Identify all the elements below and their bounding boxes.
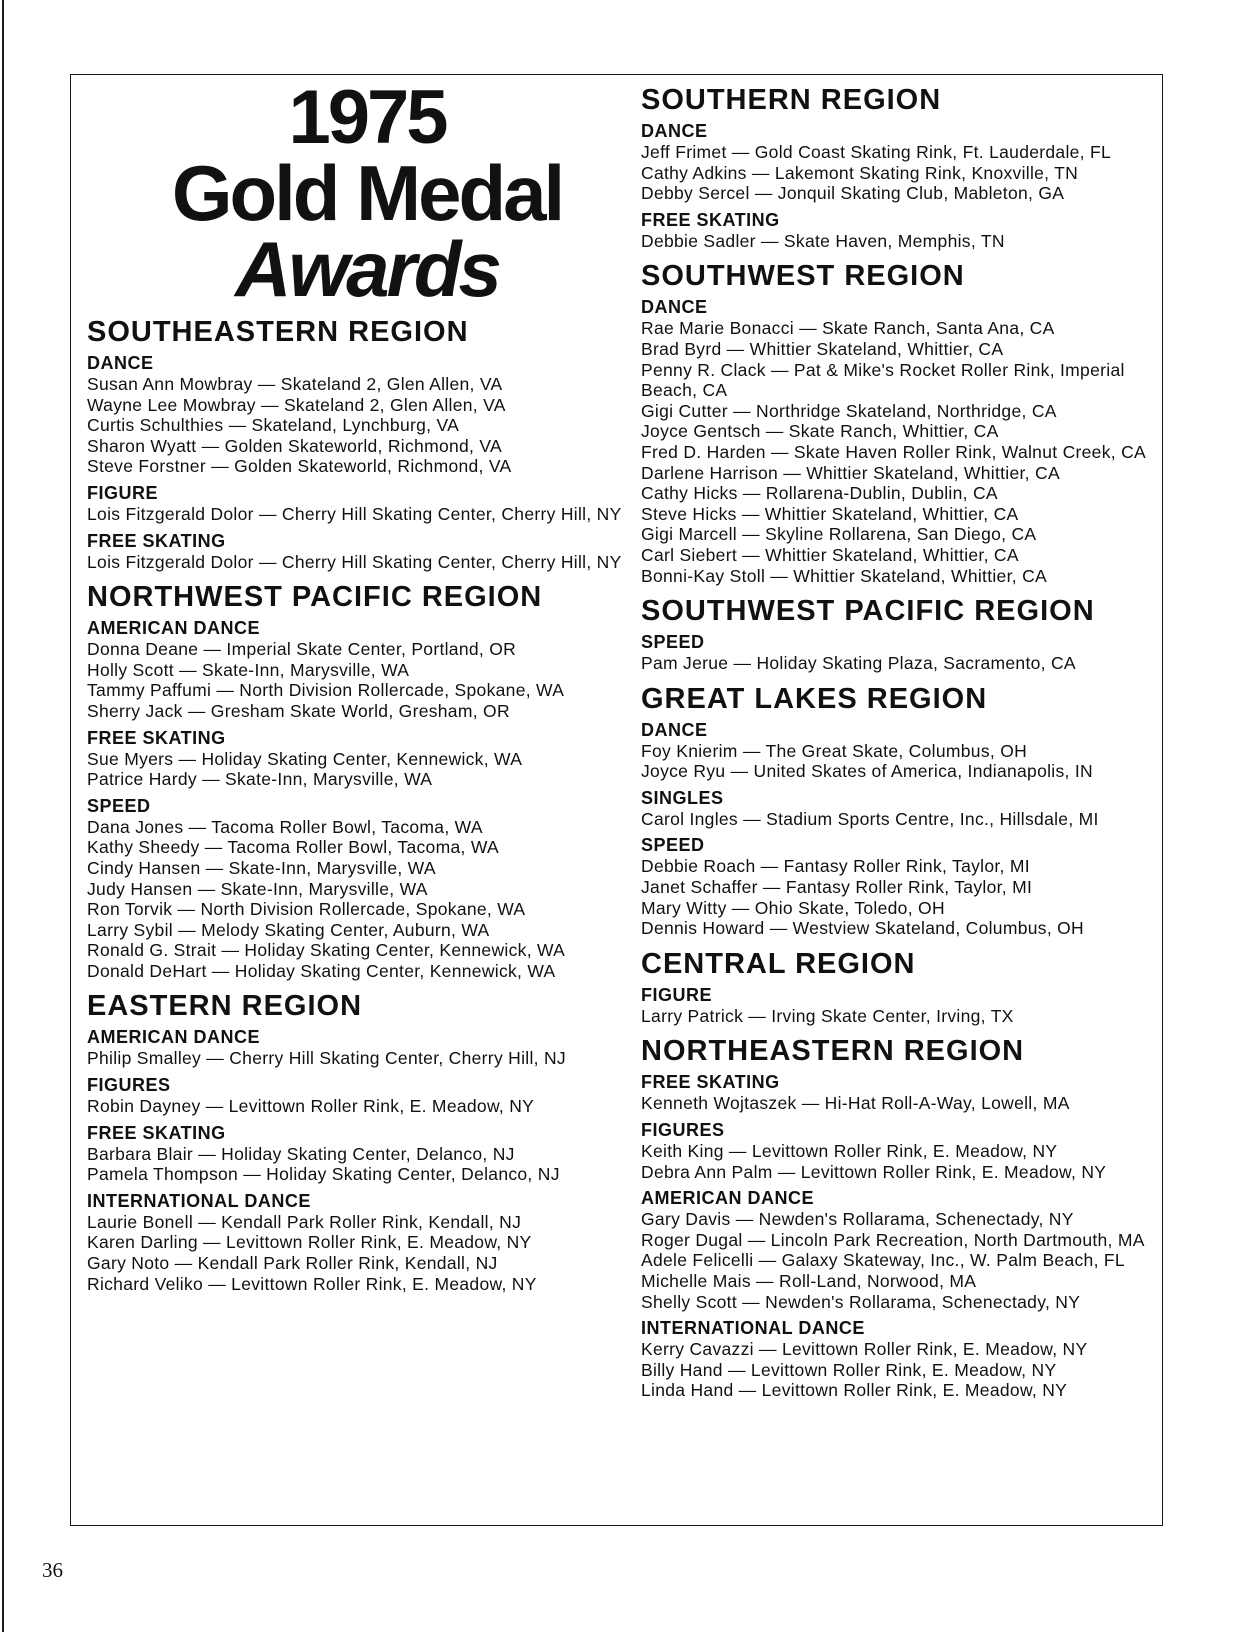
award-entry: Wayne Lee Mowbray — Skateland 2, Glen Allen, VA [87, 394, 506, 415]
category-heading: INTERNATIONAL DANCE [87, 1190, 311, 1211]
category-heading: SINGLES [641, 787, 724, 808]
category-heading: FREE SKATING [641, 209, 780, 230]
category-heading: AMERICAN DANCE [87, 618, 260, 639]
page-edge-rule [2, 0, 4, 1632]
category-section [87, 728, 647, 790]
category-heading: FIGURE [641, 984, 713, 1005]
category-heading: FREE SKATING [87, 530, 226, 551]
category-section [87, 618, 647, 721]
award-entry: Lois Fitzgerald Dolor — Cherry Hill Skating Center, Cherry Hill, NY [87, 503, 622, 524]
region-section [641, 594, 1161, 674]
category-heading: DANCE [641, 297, 708, 318]
award-entry: Shelly Scott — Newden's Rollarama, Schenectady, NY [641, 1291, 1081, 1312]
page-number: 36 [42, 1558, 63, 1582]
award-entry: Patrice Hardy — Skate-Inn, Marysville, WA [87, 769, 433, 790]
region-section [641, 1034, 1161, 1401]
category-section [641, 1072, 1161, 1114]
award-entry: Susan Ann Mowbray — Skateland 2, Glen Allen, VA [87, 374, 503, 394]
region-section [641, 682, 1161, 939]
region-section [641, 259, 1161, 586]
category-section [641, 121, 1161, 204]
category-section [641, 1188, 1161, 1312]
award-entry: Joyce Ryu — United Skates of America, Indianapolis, IN [641, 761, 1093, 782]
award-entry: Debby Sercel — Jonquil Skating Club, Mableton, GA [641, 183, 1065, 204]
category-section [87, 1075, 647, 1117]
region-heading: NORTHWEST PACIFIC REGION [87, 581, 543, 614]
award-entry: Jeff Frimet — Gold Coast Skating Rink, Ft. Lauderdale, FL [641, 142, 1112, 162]
right-region-list [641, 83, 1161, 1401]
award-entry: Judy Hansen — Skate-Inn, Marysville, WA [87, 878, 428, 899]
award-entry: Sharon Wyatt — Golden Skateworld, Richmond, VA [87, 435, 503, 456]
category-heading: SPEED [641, 835, 705, 856]
award-entry: Billy Hand — Levittown Roller Rink, E. Meadow, NY [641, 1359, 1057, 1380]
region-heading: SOUTHWEST REGION [641, 260, 965, 293]
region-section [87, 580, 647, 981]
category-heading: SPEED [87, 795, 151, 816]
award-entry: Barbara Blair — Holiday Skating Center, Delanco, NJ [87, 1143, 515, 1164]
right-column [641, 75, 1161, 1407]
category-section [87, 1191, 647, 1294]
region-heading: EASTERN REGION [87, 990, 363, 1023]
category-section [87, 483, 647, 525]
category-heading: SPEED [641, 632, 705, 653]
award-entry: Lois Fitzgerald Dolor — Cherry Hill Skating Center, Cherry Hill, NY [87, 551, 622, 572]
category-heading: FIGURES [641, 1120, 725, 1141]
award-entry: Linda Hand — Levittown Roller Rink, E. Meadow, NY [641, 1380, 1068, 1401]
award-entry: Dennis Howard — Westview Skateland, Columbus, OH [641, 918, 1084, 939]
award-entry: Philip Smalley — Cherry Hill Skating Center, Cherry Hill, NJ [87, 1048, 566, 1069]
award-entry: Pam Jerue — Holiday Skating Plaza, Sacramento, CA [641, 653, 1076, 674]
award-entry: Debbie Sadler — Skate Haven, Memphis, TN [641, 230, 1005, 251]
award-entry: Adele Felicelli — Galaxy Skateway, Inc., W. Palm Beach, FL [641, 1250, 1125, 1271]
award-entry: Steve Forstner — Golden Skateworld, Richmond, VA [87, 456, 512, 477]
category-section [641, 632, 1161, 674]
award-entry: Michelle Mais — Roll-Land, Norwood, MA [641, 1271, 977, 1291]
award-entry: Rae Marie Bonacci — Skate Ranch, Santa Ana, CA [641, 318, 1055, 339]
category-section [641, 788, 1161, 830]
award-entry: Mary Witty — Ohio Skate, Toledo, OH [641, 897, 945, 918]
region-section [641, 947, 1161, 1027]
award-entry: Brad Byrd — Whittier Skateland, Whittier, CA [641, 338, 1004, 359]
category-section [641, 835, 1161, 938]
award-entry: Larry Patrick — Irving Skate Center, Irving, TX [641, 1005, 1014, 1026]
region-section [641, 83, 1161, 251]
award-entry: Foy Knierim — The Great Skate, Columbus, OH [641, 740, 1028, 761]
award-entry: Roger Dugal — Lincoln Park Recreation, North Dartmouth, MA [641, 1229, 1145, 1250]
award-entry: Karen Darling — Levittown Roller Rink, E. Meadow, NY [87, 1232, 532, 1253]
award-entry: Sue Myers — Holiday Skating Center, Kennewick, WA [87, 748, 523, 769]
award-entry: Donna Deane — Imperial Skate Center, Portland, OR [87, 639, 517, 660]
region-heading: SOUTHEASTERN REGION [87, 316, 469, 348]
award-entry: Cathy Hicks — Rollarena-Dublin, Dublin, CA [641, 483, 998, 504]
category-section [87, 1027, 647, 1069]
award-entry: Larry Sybil — Melody Skating Center, Auburn, WA [87, 919, 490, 940]
award-entry: Gigi Marcell — Skyline Rollarena, San Diego, CA [641, 524, 1037, 545]
category-section [641, 1120, 1161, 1182]
award-entry: Fred D. Harden — Skate Haven Roller Rink, Walnut Creek, CA [641, 441, 1146, 462]
category-heading: FIGURE [87, 482, 159, 503]
title-year: 1975 [288, 75, 446, 160]
award-entry: Cathy Adkins — Lakemont Skating Rink, Knoxville, TN [641, 162, 1079, 183]
region-section [87, 315, 647, 572]
category-heading: INTERNATIONAL DANCE [641, 1318, 865, 1339]
award-entry: Kerry Cavazzi — Levittown Roller Rink, E. Meadow, NY [641, 1339, 1088, 1360]
category-heading: FREE SKATING [641, 1072, 780, 1093]
category-section [87, 353, 647, 477]
category-heading: DANCE [641, 121, 708, 141]
category-heading: FIGURES [87, 1075, 171, 1096]
award-entry: Richard Veliko — Levittown Roller Rink, E. Meadow, NY [87, 1273, 537, 1294]
award-entry: Dana Jones — Tacoma Roller Bowl, Tacoma, WA [87, 816, 483, 837]
award-entry: Bonni-Kay Stoll — Whittier Skateland, Whittier, CA [641, 565, 1047, 586]
award-entry: Gigi Cutter — Northridge Skateland, Northridge, CA [641, 400, 1057, 421]
category-section [641, 720, 1161, 782]
category-heading: DANCE [87, 353, 154, 373]
award-entry: Ronald G. Strait — Holiday Skating Center, Kennewick, WA [87, 940, 566, 961]
award-entry: Carol Ingles — Stadium Sports Centre, Inc., Hillsdale, MI [641, 808, 1099, 829]
category-heading: DANCE [641, 719, 708, 740]
title-line-2: Gold Medal [171, 149, 563, 237]
award-entry: Debra Ann Palm — Levittown Roller Rink, E. Meadow, NY [641, 1161, 1107, 1182]
award-entry: Kathy Sheedy — Tacoma Roller Bowl, Tacoma, WA [87, 837, 499, 858]
award-entry: Darlene Harrison — Whittier Skateland, Whittier, CA [641, 462, 1060, 483]
award-entry: Sherry Jack — Gresham Skate World, Gresham, OR [87, 700, 510, 721]
category-section [641, 297, 1161, 586]
award-entry: Joyce Gentsch — Skate Ranch, Whittier, CA [641, 421, 999, 442]
left-column [87, 75, 647, 1300]
award-entry: Holly Scott — Skate-Inn, Marysville, WA [87, 659, 410, 680]
award-entry: Gary Davis — Newden's Rollarama, Schenectady, NY [641, 1209, 1074, 1230]
page-title [87, 75, 647, 313]
category-heading: FREE SKATING [87, 727, 226, 748]
award-entry: Gary Noto — Kendall Park Roller Rink, Kendall, NJ [87, 1253, 498, 1274]
category-heading: AMERICAN DANCE [87, 1027, 260, 1048]
region-heading: SOUTHERN REGION [641, 84, 942, 116]
award-entry: Janet Schaffer — Fantasy Roller Rink, Taylor, MI [641, 877, 1033, 898]
award-entry: Laurie Bonell — Kendall Park Roller Rink, Kendall, NJ [87, 1211, 522, 1232]
category-section [87, 1123, 647, 1185]
category-section [641, 1318, 1161, 1401]
award-entry: Debbie Roach — Fantasy Roller Rink, Taylor, MI [641, 856, 1030, 877]
award-entry: Carl Siebert — Whittier Skateland, Whittier, CA [641, 544, 1019, 565]
category-heading: FREE SKATING [87, 1122, 226, 1143]
region-heading: GREAT LAKES REGION [641, 682, 988, 715]
region-heading: SOUTHWEST PACIFIC REGION [641, 595, 1095, 628]
region-heading: NORTHEASTERN REGION [641, 1035, 1025, 1068]
category-section [87, 531, 647, 573]
category-section [641, 210, 1161, 252]
region-heading: CENTRAL REGION [641, 947, 916, 980]
region-section [87, 989, 647, 1294]
award-entry: Pamela Thompson — Holiday Skating Center, Delanco, NJ [87, 1164, 560, 1185]
category-heading: AMERICAN DANCE [641, 1188, 814, 1209]
category-section [641, 985, 1161, 1027]
award-entry: Steve Hicks — Whittier Skateland, Whittier, CA [641, 503, 1019, 524]
award-entry: Curtis Schulthies — Skateland, Lynchburg, VA [87, 415, 460, 436]
award-entry: Kenneth Wojtaszek — Hi-Hat Roll-A-Way, Lowell, MA [641, 1093, 1070, 1114]
award-entry: Robin Dayney — Levittown Roller Rink, E. Meadow, NY [87, 1096, 535, 1117]
title-line-3: Awards [235, 225, 499, 313]
award-entry: Tammy Paffumi — North Division Rollercade, Spokane, WA [87, 680, 565, 701]
left-region-list [87, 315, 647, 1294]
award-entry: Donald DeHart — Holiday Skating Center, Kennewick, WA [87, 960, 556, 981]
awards-frame [70, 74, 1163, 1526]
award-entry: Ron Torvik — North Division Rollercade, Spokane, WA [87, 899, 526, 920]
award-entry: Cindy Hansen — Skate-Inn, Marysville, WA [87, 857, 436, 878]
award-entry: Penny R. Clack — Pat & Mike's Rocket Roller Rink, Imperial Beach, CA [641, 359, 1125, 401]
category-section [87, 796, 647, 982]
award-entry: Keith King — Levittown Roller Rink, E. Meadow, NY [641, 1141, 1058, 1162]
